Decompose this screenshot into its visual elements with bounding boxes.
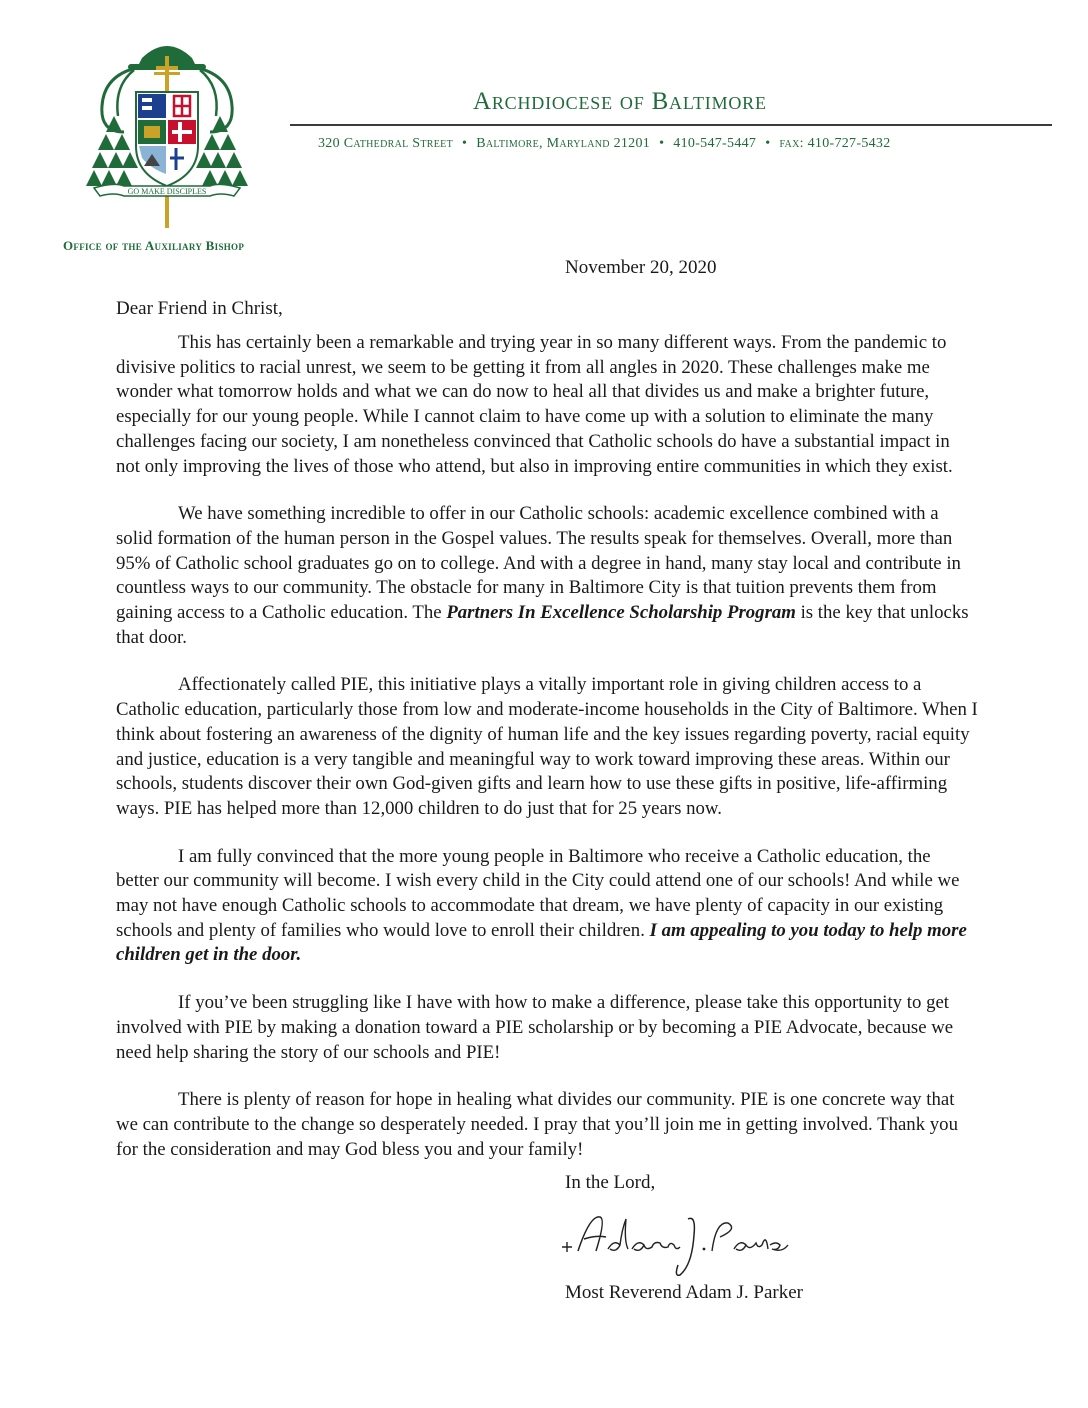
paragraph-text: I am fully convinced that the more young people in Baltimore who receive a Catholic education, the better our community will become. I wish every child in the City could attend one of our schools! And while we may not have enough Catholic schools to accommodate that dream, we have plenty of capacity in our existing schools and plenty of families who would love to enroll their children. xyxy=(116,845,960,941)
address-separator: • xyxy=(765,136,771,151)
address-street: 320 Cathedral Street xyxy=(318,136,454,151)
paragraph-text: is the key that unlocks that door. xyxy=(116,602,969,648)
body-paragraph: There is plenty of reason for hope in healing what divides our community. PIE is one concrete way that we can contribute to the change so desperately needed. I pray that you’ll join me in getting involved. Thank you for the consideration and may God bless you and your family! xyxy=(116,1089,958,1160)
letter-body xyxy=(116,331,978,1185)
body-paragraph: Affectionately called PIE, this initiative plays a vitally important role in giving children access to a Catholic education, particularly those from low and moderate-income households in the City of Baltimore. When I think about fostering an awareness of the dignity of human life and the key issues regarding poverty, racial equity and justice, education is a very tangible and meaningful way to work toward improving these areas. Within our schools, students discover their own God-given gifts and learn how to use these gifts in positive, life-affirming ways. PIE has helped more than 12,000 children to do just that for 25 years now. xyxy=(116,674,978,819)
paragraph-text: We have something incredible to offer in our Catholic schools: academic excellence combined with a solid formation of the human person in the Gospel values. The results speak for themselves. Overall, more than 95% of Catholic school graduates go on to college. And with a degree in hand, many stay local and contribute in countless ways to our community. The obstacle for many in Baltimore City is that tuition prevents them from gaining access to a Catholic education. The xyxy=(116,503,961,624)
handwritten-signature xyxy=(556,1205,806,1285)
coat-of-arms-logo xyxy=(84,36,250,236)
organization-name: Archdiocese of Baltimore xyxy=(473,88,767,115)
body-paragraph xyxy=(116,502,978,650)
office-name: Office of the Auxiliary Bishop xyxy=(63,238,245,253)
body-paragraph: This has certainly been a remarkable and trying year in so many different ways. From the pandemic to divisive politics to racial unrest, we seem to be getting it from all angles in 2020. These challenges make me wonder what tomorrow holds and what we can do now to heal all that divides us and make a brighter future, especially for our young people. While I cannot claim to have come up with a solution to eliminate the many challenges facing our society, I am nonetheless convinced that Catholic schools do have a substantial impact in not only improving the lives of those who attend, but also in improving entire communities in which they exist. xyxy=(116,332,953,477)
address-separator: • xyxy=(659,136,665,151)
program-name-emphasis: Partners In Excellence Scholarship Program xyxy=(446,602,796,624)
address-phone: 410-547-5447 xyxy=(673,136,757,151)
motto-text: GO MAKE DISCIPLES xyxy=(127,187,207,196)
address-line xyxy=(318,136,891,152)
body-paragraph xyxy=(116,845,978,969)
address-separator: • xyxy=(462,136,468,151)
header-divider xyxy=(290,124,1052,126)
body-paragraph: If you’ve been struggling like I have with how to make a difference, please take this opportunity to get involved with PIE by making a donation toward a PIE scholarship or by becoming a PIE Advocate, because we need help sharing the story of our schools and PIE! xyxy=(116,992,954,1063)
salutation: Dear Friend in Christ, xyxy=(116,298,283,319)
closing: In the Lord, xyxy=(565,1172,656,1193)
letter-date: November 20, 2020 xyxy=(565,257,717,278)
signer-name: Most Reverend Adam J. Parker xyxy=(565,1282,803,1303)
address-fax: fax: 410-727-5432 xyxy=(779,136,891,151)
appeal-emphasis: I am appealing to you today to help more children get in the door. xyxy=(116,919,967,966)
address-city: Baltimore, Maryland 21201 xyxy=(476,136,651,151)
